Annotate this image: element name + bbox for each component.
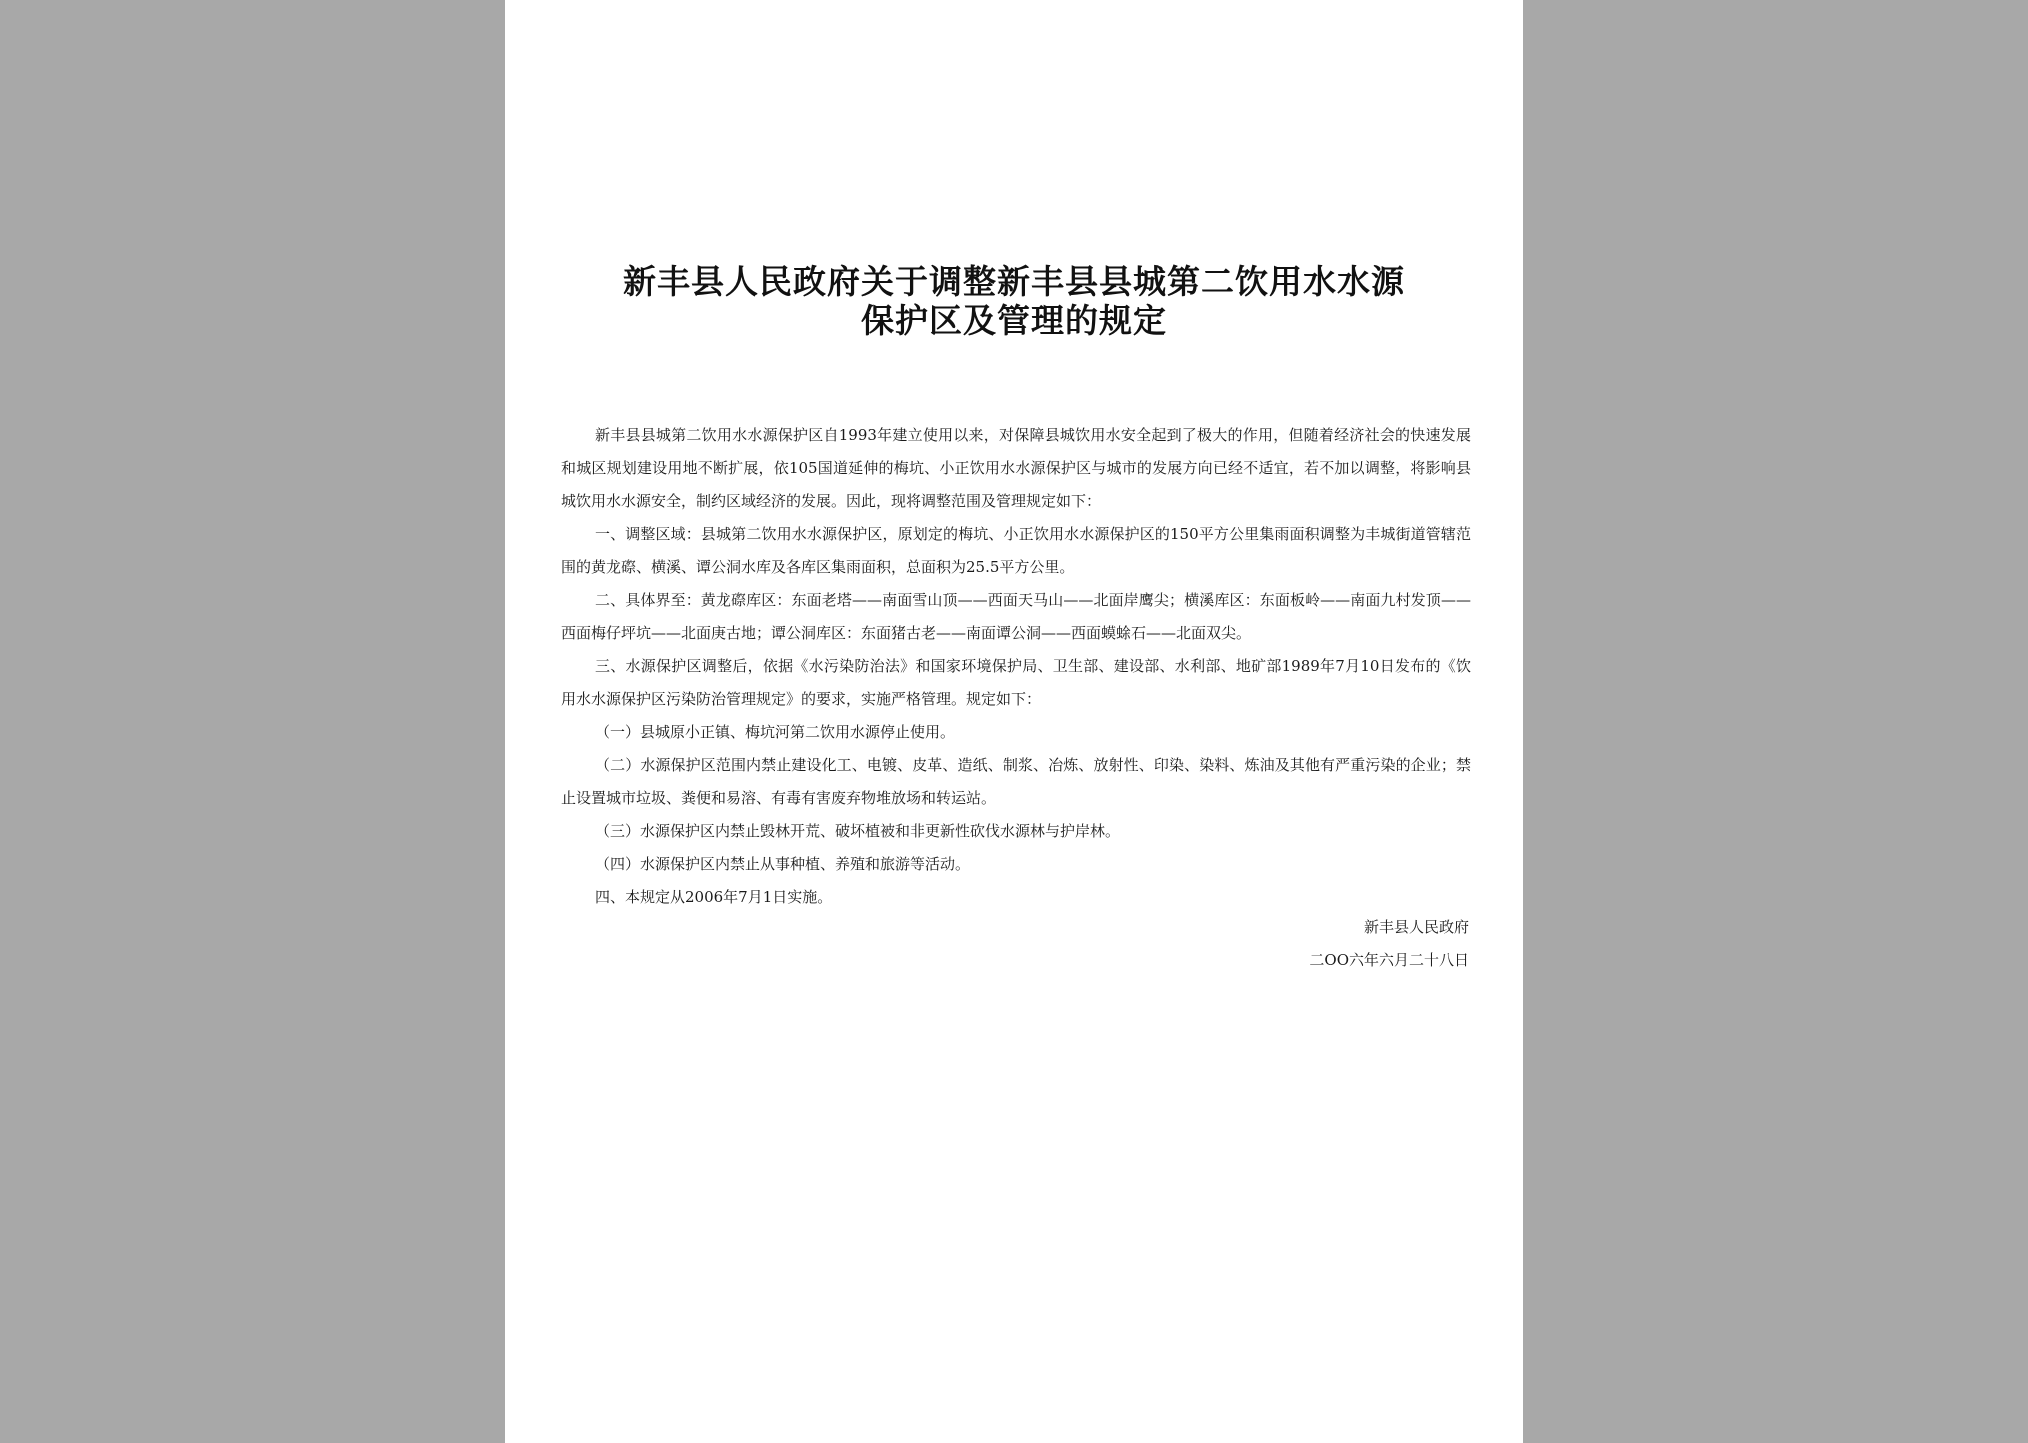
rule-item-2: （二）水源保护区范围内禁止建设化工、电镀、皮革、造纸、制浆、冶炼、放射性、印染、染料、炼油及其他有严重污染的企业；禁止设置城市垃圾、粪便和易溶、有毒有害废弃物堆放场和转运站。 [561,756,1471,807]
section-four-paragraph: 四、本规定从2006年7月1日实施。 [595,888,833,906]
intro-paragraph: 新丰县县城第二饮用水水源保护区自1993年建立使用以来，对保障县城饮用水安全起到了极大的作用，但随着经济社会的快速发展和城区规划建设用地不断扩展，依105国道延伸的梅坑、小正饮用水水源保护区与城市的发展方向已经不适宜，若不加以调整，将影响县城饮用水水源安全，制约区域经济的发展。因此，现将调整范围及管理规定如下： [561,426,1471,510]
title-line: 新丰县人民政府关于调整新丰县县城第二饮用水水源 [623,262,1405,301]
section-three-paragraph: 三、水源保护区调整后，依据《水污染防治法》和国家环境保护局、卫生部、建设部、水利部、地矿部1989年7月10日发布的《饮用水水源保护区污染防治管理规定》的要求，实施严格管理。规定如下： [561,657,1471,708]
issue-date: 二OO六年六月二十八日 [1309,951,1469,969]
issuer-name: 新丰县人民政府 [1363,918,1469,936]
title-line: 保护区及管理的规定 [861,301,1167,340]
section-two-paragraph: 二、具体界至：黄龙磜库区：东面老塔——南面雪山顶——西面天马山——北面岸鹰尖；横溪库区：东面板岭——南面九村发顶——西面梅仔坪坑——北面庚古地；谭公洞库区：东面猪古老——南面谭公洞——西面蟆蜍石——北面双尖。 [561,591,1471,642]
document-page [505,0,1523,1443]
section-one-paragraph: 一、调整区域：县城第二饮用水水源保护区，原划定的梅坑、小正饮用水水源保护区的150平方公里集雨面积调整为丰城街道管辖范围的黄龙磜、横溪、谭公洞水库及各库区集雨面积，总面积为25.5平方公里。 [561,525,1471,576]
rule-item-4: （四）水源保护区内禁止从事种植、养殖和旅游等活动。 [595,855,971,873]
document-body [561,419,1471,914]
signature-block [1309,911,1469,977]
rule-item-1: （一）县城原小正镇、梅坑河第二饮用水源停止使用。 [595,723,956,741]
rule-item-3: （三）水源保护区内禁止毁林开荒、破坏植被和非更新性砍伐水源林与护岸林。 [595,822,1121,840]
document-title [505,262,1523,340]
